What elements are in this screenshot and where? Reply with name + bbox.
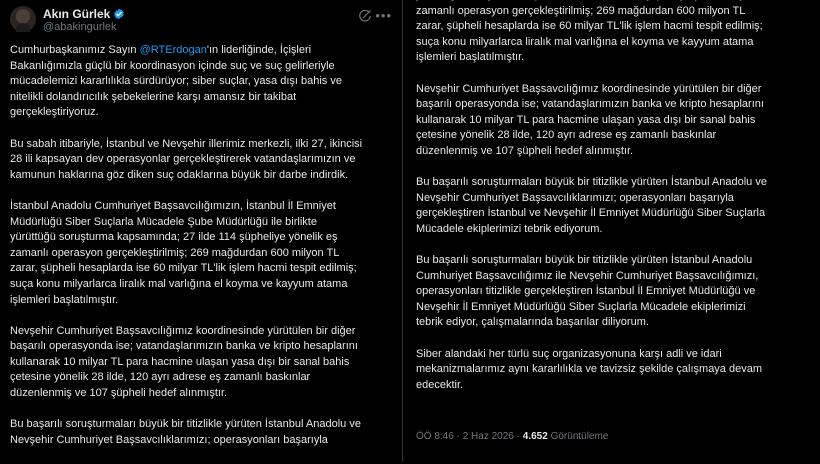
post-date[interactable]: 2 Haz 2026 xyxy=(462,431,514,442)
views-label: Görüntüleme xyxy=(550,431,609,442)
paragraph-2: Bu sabah itibariyle, İstanbul ve Nevşehir illerimiz merkezli, ilki 27, ikincisi 28 ili kapsayan dev operasyonlar gerçekleştirerek vatandaşlarımızın ve kamunun haklarına göz diken suç odaklarına büyük bir darbe indirdik. xyxy=(10,137,363,181)
author-name[interactable]: Akın Gürlek xyxy=(43,7,111,21)
author-handle[interactable]: @abakingurlek xyxy=(43,21,117,33)
author-name-row xyxy=(43,7,125,21)
meta-separator: · xyxy=(456,431,460,442)
tweet-panel-left xyxy=(0,0,402,462)
paragraph-4: Nevşehir Cumhuriyet Başsavcılığımız koordinesinde yürütülen bir diğer başarılı operasyonda ise; vatandaşlarımızın banka ve kripto hesaplarını kullanarak 10 milyar TL para hacmine ulaşan yasa dışı bir sanal bahis çetesine yönelik 28 ilde, 120 ayrı adrese eş zamanlı baskınlar düzenlenmiş ve 107 şüpheli hedef alınmıştır. xyxy=(10,324,358,400)
paragraph-5: Bu başarılı soruşturmaları büyük bir titizlikle yürüten İstanbul Anadolu ve Nevşehir Cumhuriyet Başsavcılıklarımızı; operasyonları başarıyla xyxy=(10,418,361,446)
verified-badge-icon xyxy=(113,8,125,20)
meta-separator: · xyxy=(516,431,520,442)
post-time[interactable]: ÖÖ 8:46 xyxy=(416,431,454,442)
paragraph-3: İstanbul Anadolu Cumhuriyet Başsavcılığımızın, İstanbul İl Emniyet Müdürlüğü Siber Suçlarla Mücadele Şube Müdürlüğü ile birlikte yürüttüğü soruşturma kapsamında; 27 ilde 114 şüpheliye yönelik eş zamanlı operasyon gerçekleştirilmiş; 269 mağdurdan 600 milyon TL zarar, şüpheli hesaplarda ise 60 milyar TL'lik işlem hacmi tespit edilmiş; suça konu milyarlarca liralık mal varlığına el koyma ve kayyum atama işlemleri başlatılmıştır. xyxy=(10,199,357,306)
paragraph-1: Nevşehir Cumhuriyet Başsavcılığımız koordinesinde yürütülen bir diğer başarılı operasyonda ise; vatandaşlarımızın banka ve kripto hesaplarını kullanarak 10 milyar TL para hacmine ulaşan yasa dışı bir sanal bahis çetesine yönelik 28 ilde, 120 ayrı adrese eş zamanlı baskınlar düzenlenmiş ve 107 şüpheli hedef alınmıştır. xyxy=(416,82,764,157)
tweet-body xyxy=(10,43,394,464)
paragraph-0: zamanlı operasyon gerçekleştirilmiş; 269 mağdurdan 600 milyon TL zarar, şüpheli hesaplarda ise 60 milyar TL'lik işlem hacmi tespit edilmiş; suça konu milyarlarca liralık mal varlığına el koyma ve kayyum atama işlemleri başlatılmıştır. xyxy=(416,4,763,64)
tweet-body-continued xyxy=(416,0,812,409)
avatar[interactable] xyxy=(10,6,36,32)
tweet-panel-right xyxy=(403,0,820,462)
tweet-meta xyxy=(416,431,608,442)
paragraph-3: Bu başarılı soruşturmaları büyük bir titizlikle yürüten İstanbul Anadolu Cumhuriyet Başsavcılığımız ile Nevşehir Cumhuriyet Başsavcılığımızı, operasyonları titizlikle gerçekleştiren İstanbul İl Emniyet Müdürlüğü ve Nevşehir İl Emniyet Müdürlüğü Siber Suçlarla Mücadele ekiplerimizi tebrik ediyor, çalışmalarında başarılar diliyorum. xyxy=(416,254,759,329)
mention-link[interactable]: @RTErdogan xyxy=(139,44,207,56)
view-count: 4.652 xyxy=(522,431,548,442)
tweet-header xyxy=(10,6,394,36)
paragraph-1: Cumhurbaşkanımız Sayın @RTErdogan'ın liderliğinde, İçişleri Bakanlığımızla güçlü bir koordinasyon içinde suç ve suç gelirleriyle mücadelemizi kararlılıkla sürdürüyor; siber suçlar, yasa dışı bahis ve nitelikli dolandırıcılık şebekelerine karşı amansız bir takibat gerçekleştiriyoruz. xyxy=(10,44,342,119)
paragraph-4: Siber alandaki her türlü suç organizasyonuna karşı adli ve idari mekanizmalarımız aynı kararlılıkla ve tavizsiz şekilde çalışmaya devam edecektir. xyxy=(416,347,763,391)
grok-icon[interactable] xyxy=(358,9,372,23)
more-options-icon[interactable]: ••• xyxy=(375,8,392,23)
paragraph-2: Bu başarılı soruşturmaları büyük bir titizlikle yürüten İstanbul Anadolu ve Nevşehir Cumhuriyet Başsavcılıklarımızı; operasyonları başarıyla gerçekleştiren İstanbul ve Nevşehir İl Emniyet Müdürlüğü Siber Suçlarla Mücadele ekiplerimizi tebrik ediyorum. xyxy=(416,176,767,235)
